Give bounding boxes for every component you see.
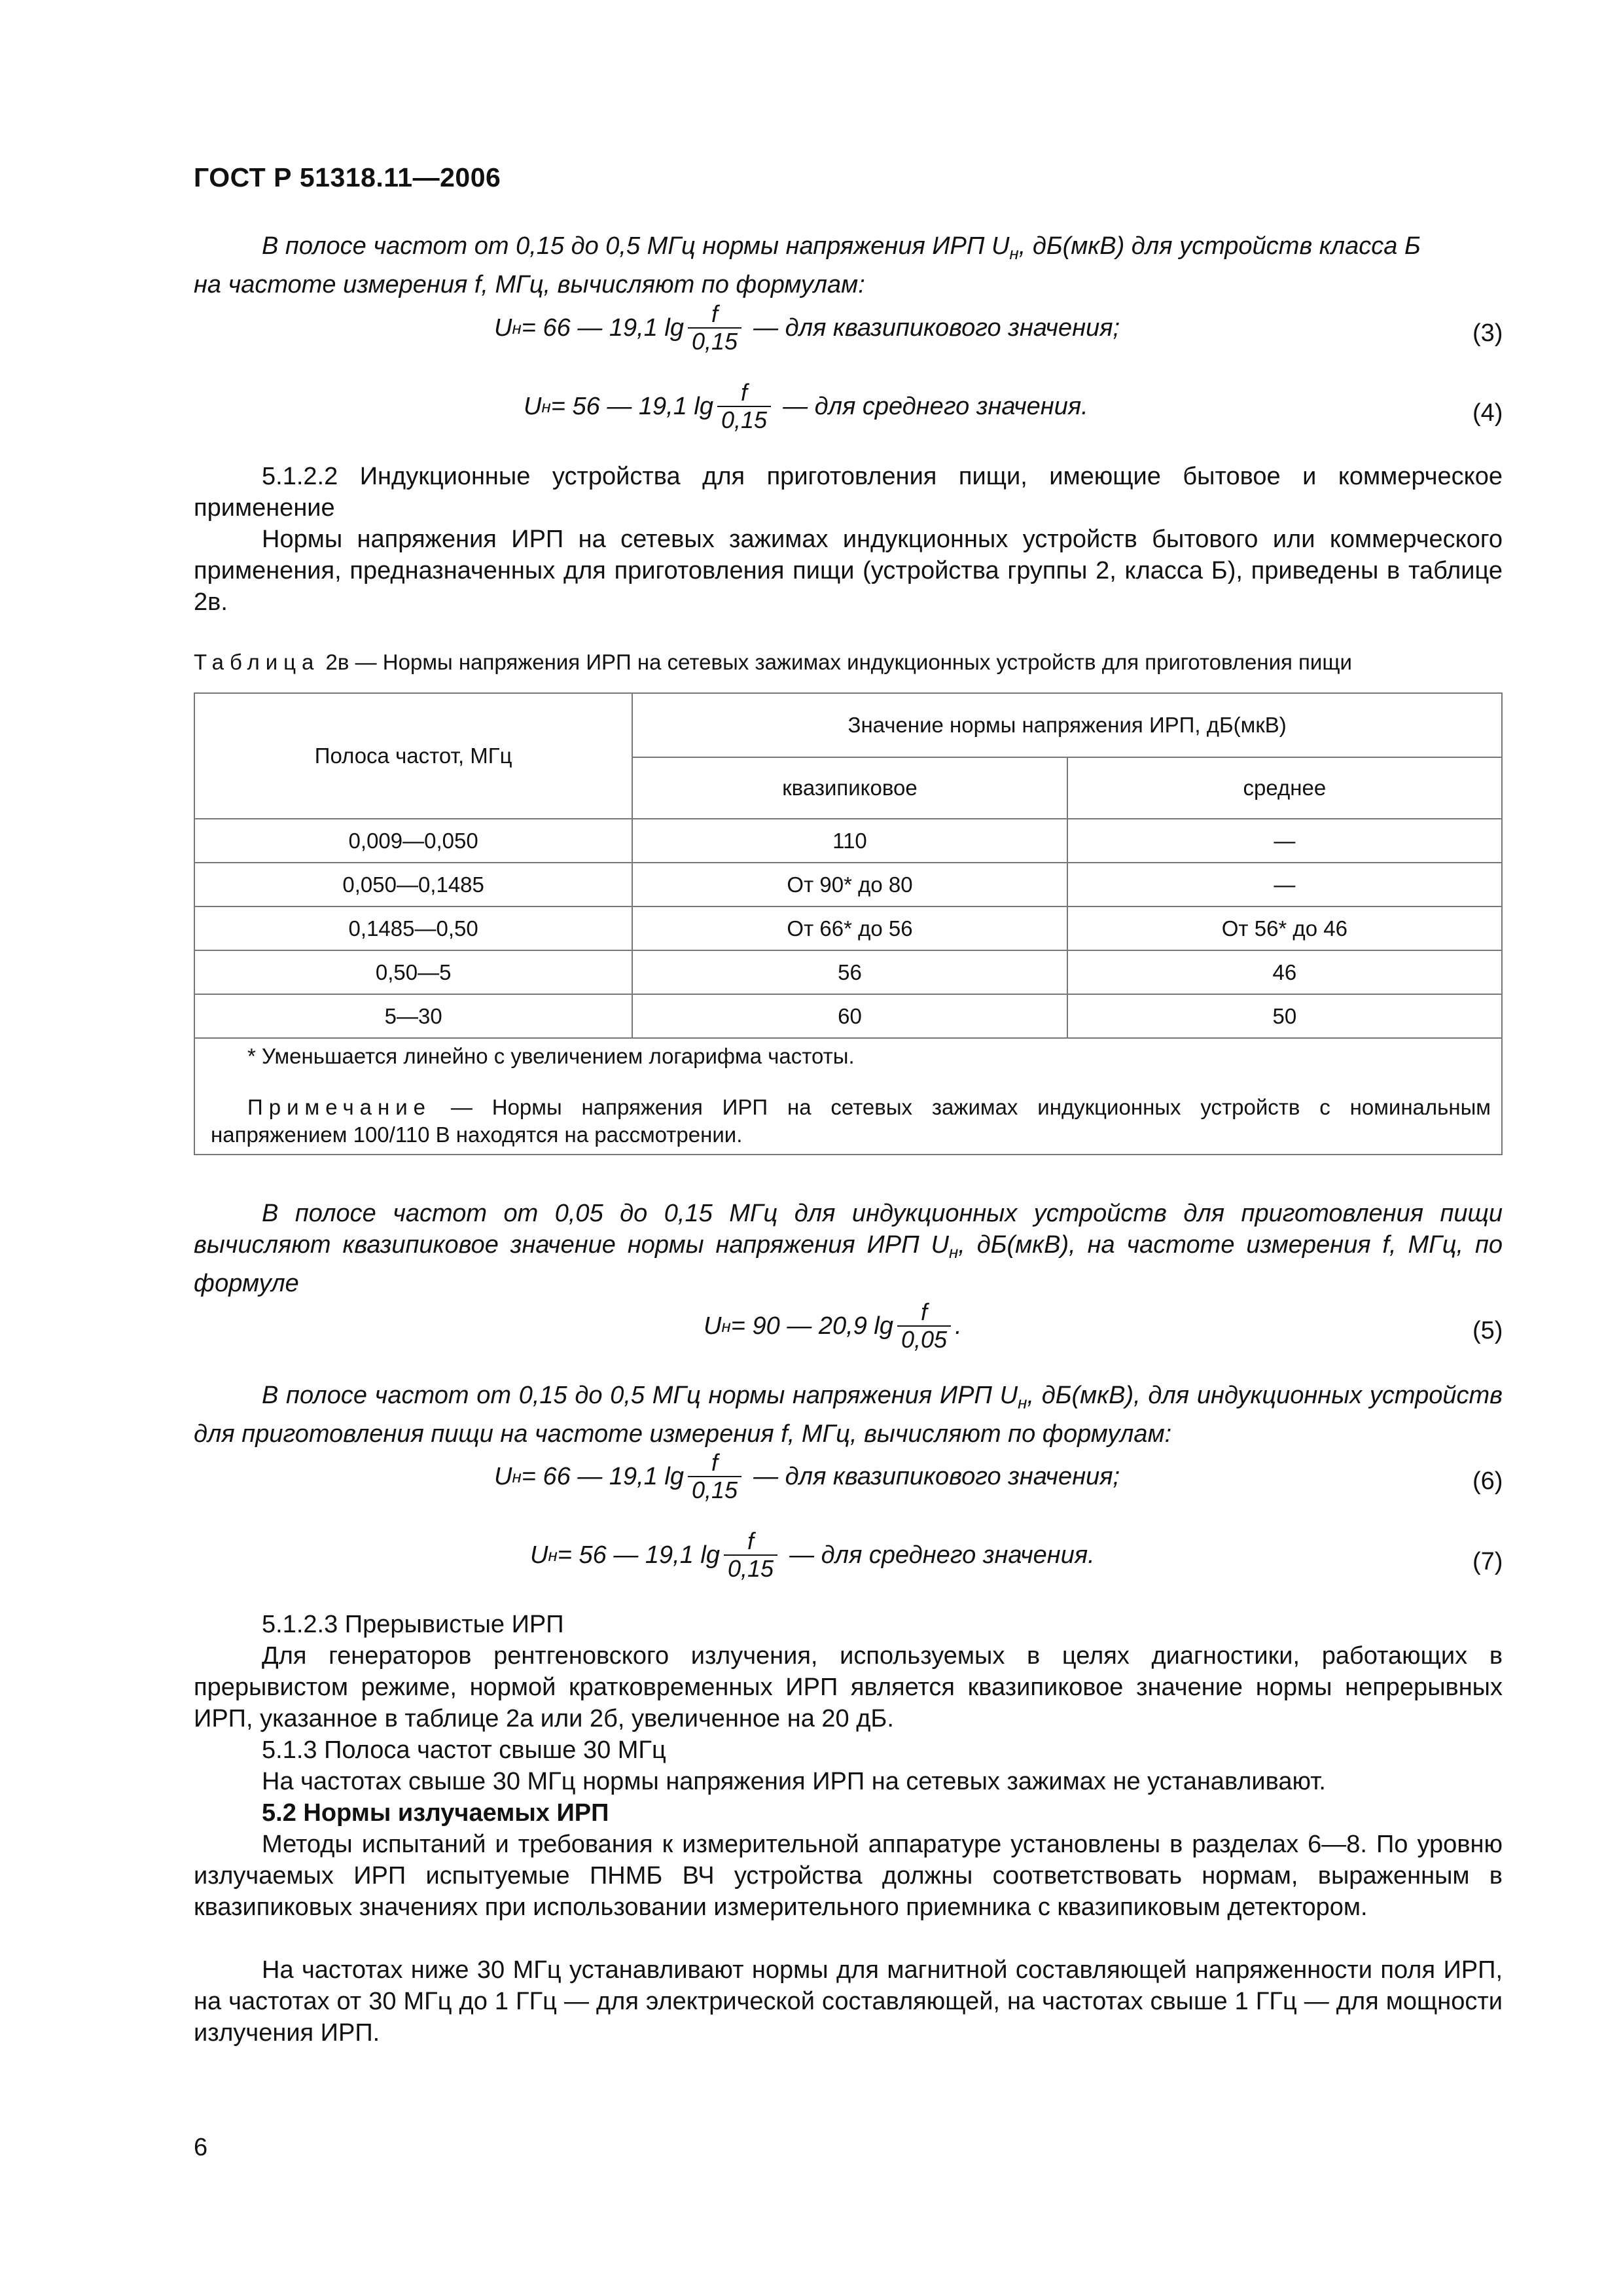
equation-number-6: (6) xyxy=(1472,1467,1503,1495)
section-5-2-title: 5.2 Нормы излучаемых ИРП xyxy=(262,1799,609,1827)
table-row: 0,050—0,1485 От 90* до 80 — xyxy=(194,863,1502,906)
equation-number-4: (4) xyxy=(1472,399,1503,427)
header-value: Значение нормы напряжения ИРП, дБ(мкВ) xyxy=(632,693,1502,757)
formula-4: U н = 56 — 19,1 lg $\frac{f}{0,15}$ — для среднего значения. xyxy=(524,379,1088,433)
norms-table xyxy=(194,692,1503,1039)
table-row: 0,009—0,050 110 — xyxy=(194,819,1502,863)
document-header: ГОСТ Р 51318.11—2006 xyxy=(194,162,501,192)
section-5-1-3-title: 5.1.3 Полоса частот свыше 30 МГц xyxy=(262,1736,666,1764)
section-5-1-2-2-body: Нормы напряжения ИРП на сетевых зажимах индукционных устройств бытового или коммерческого применения, предназначенных для приготовления пищи (устройства группы 2, класса Б), приведены в таблице 2в. xyxy=(194,526,1503,616)
table-note-line2: напряжением 100/110 В находятся на рассмотрении. xyxy=(211,1122,743,1147)
footnote-asterisk: * Уменьшается линейно с увеличением логарифма частоты. xyxy=(247,1044,855,1068)
section-5-1-3-body: На частотах свыше 30 МГц нормы напряжения ИРП на сетевых зажимах не устанавливают. xyxy=(262,1768,1326,1795)
section-5-1-2-3-title: 5.1.2.3 Прерывистые ИРП xyxy=(262,1611,564,1638)
table-note: Примечание — Нормы напряжения ИРП на сетевых зажимах индукционных устройств с номинальным xyxy=(247,1095,1491,1119)
equation-number-5: (5) xyxy=(1472,1317,1503,1344)
paragraph-formula-5-intro: В полосе частот от 0,05 до 0,15 МГц для индукционных устройств для приготовления пищи вычисляют квазипиковое значение нормы напряжения ИРП $U_н$, дБ(мкВ), на частоте измерения f, МГц, по формуле xyxy=(194,1200,1503,1297)
formula-7: U н = 56 — 19,1 lg $\frac{f}{0,15}$ — для среднего значения. xyxy=(530,1528,1095,1582)
formula-3: U н = 66 — 19,1 lg $\frac{f}{0,15}$ — для квазипикового значения; xyxy=(494,300,1120,355)
header-average: среднее xyxy=(1067,757,1502,819)
section-5-2-body-2: На частотах ниже 30 МГц устанавливают нормы для магнитной составляющей напряженности поля ИРП, на частотах от 30 МГц до 1 ГГц — для электрической составляющей, на частотах свыше 1 ГГц — для мощности излучения ИРП. xyxy=(194,1956,1503,2047)
table-row: 0,50—5 56 46 xyxy=(194,950,1502,994)
formula-6: U н = 66 — 19,1 lg $\frac{f}{0,15}$ — для квазипикового значения; xyxy=(494,1449,1120,1503)
paragraph-frequency-intro: В полосе частот от 0,15 до 0,5 МГц нормы напряжения ИРП $U_н$, дБ(мкВ) для устройств класса Б на частоте измерения f, МГц, вычисляют по формулам: xyxy=(194,232,1421,298)
header-band: Полоса частот, МГц xyxy=(194,693,632,819)
header-quasipeak: квазипиковое xyxy=(632,757,1067,819)
section-5-2-body-1: Методы испытаний и требования к измерительной аппаратуре установлены в разделах 6—8. По уровню излучаемых ИРП испытуемые ПНМБ ВЧ устройства должны соответствовать нормам, выраженным в квазипиковых значениях при использовании измерительного приемника с квазипиковым детектором. xyxy=(194,1831,1503,1921)
table-row: 0,1485—0,50 От 66* до 56 От 56* до 46 xyxy=(194,906,1502,950)
section-5-1-2-2-title: 5.1.2.2 Индукционные устройства для приготовления пищи, имеющие бытовое и коммерческое применение xyxy=(194,463,1503,522)
paragraph-formula-6-intro: В полосе частот от 0,15 до 0,5 МГц нормы напряжения ИРП $U_н$, дБ(мкВ), для индукционных устройств для приготовления пищи на частоте измерения f, МГц, вычисляют по формулам: xyxy=(194,1382,1503,1448)
table-footnote xyxy=(194,1031,1503,1155)
page-number: 6 xyxy=(194,2134,208,2161)
table-caption: Таблица 2в — Нормы напряжения ИРП на сетевых зажимах индукционных устройств для приготовления пищи xyxy=(194,650,1352,674)
equation-number-3: (3) xyxy=(1472,319,1503,347)
table-row: 5—30 60 50 xyxy=(194,994,1502,1038)
formula-5: U н = 90 — 20,9 lg $\frac{f}{0,05}$ . xyxy=(704,1299,962,1353)
section-5-1-2-3-body: Для генераторов рентгеновского излучения, используемых в целях диагностики, работающих в прерывистом режиме, нормой кратковременных ИРП является квазипиковое значение нормы непрерывных ИРП, указанное в таблице 2а или 2б, увеличенное на 20 дБ. xyxy=(194,1642,1503,1732)
equation-number-7: (7) xyxy=(1472,1548,1503,1575)
